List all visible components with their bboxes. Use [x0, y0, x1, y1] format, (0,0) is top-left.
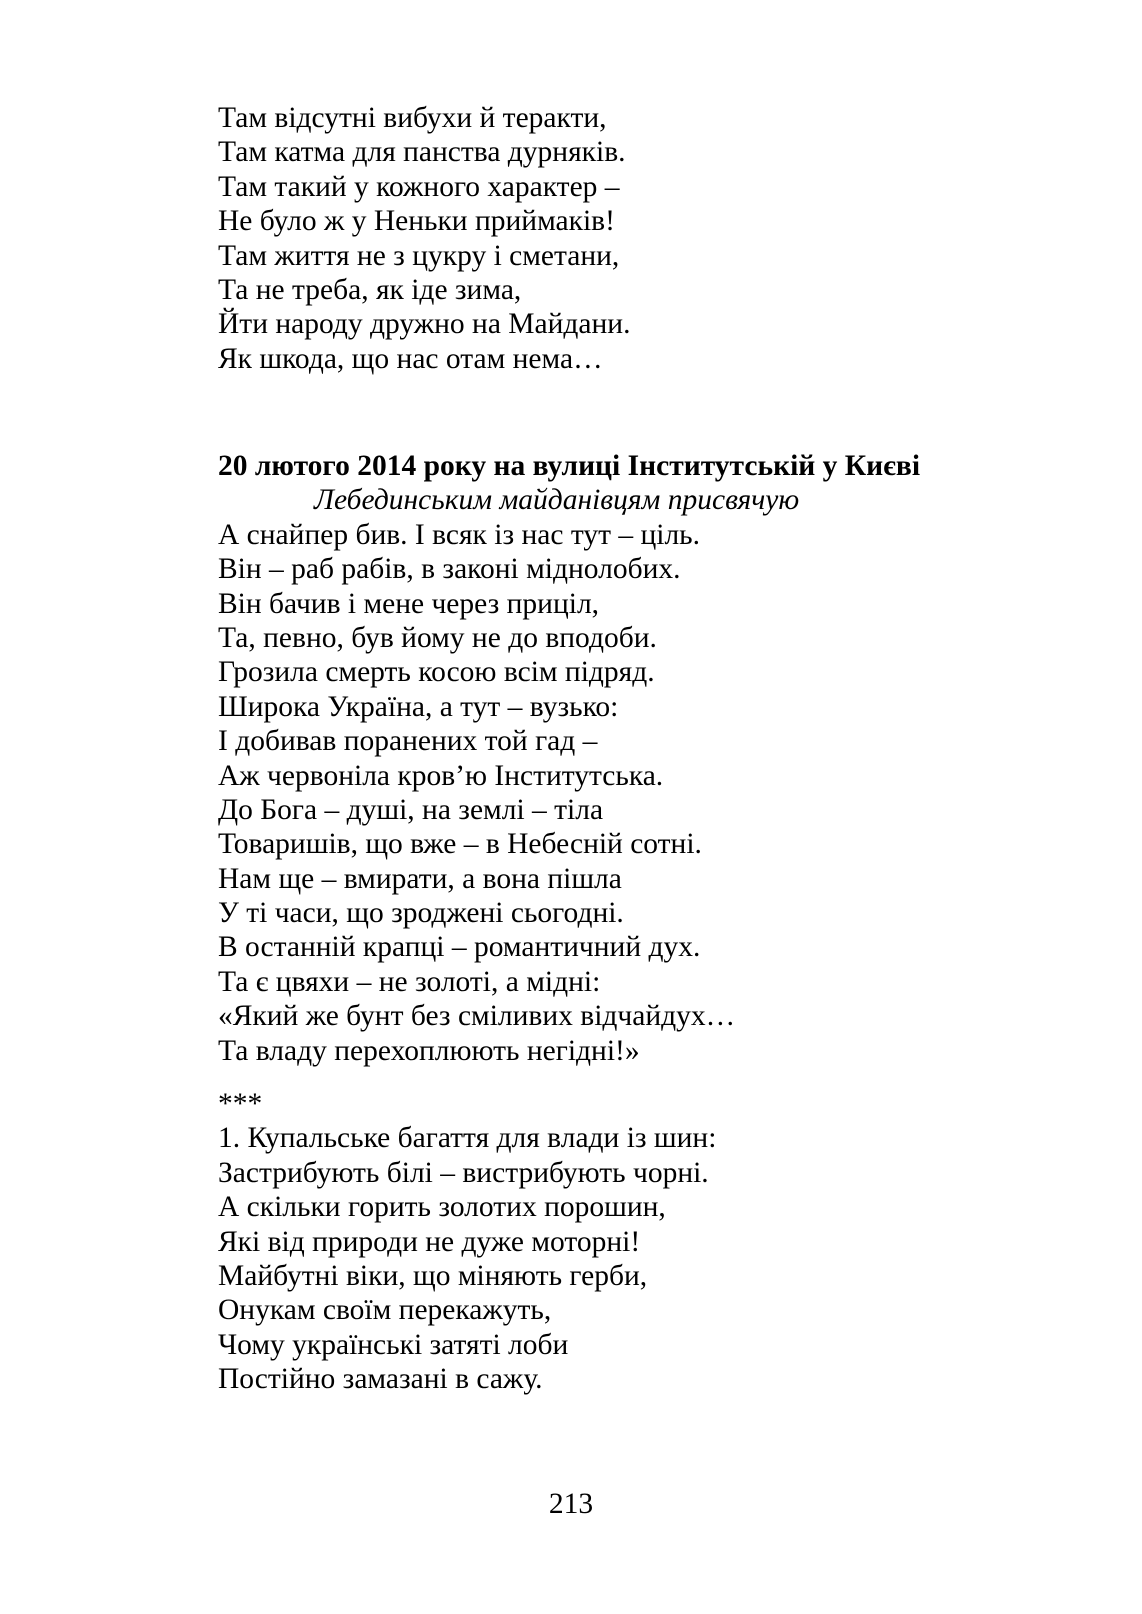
poem-line: До Бога – душі, на землі – тіла — [218, 793, 604, 826]
poem-line: Майбутні віки, що міняють герби, — [218, 1259, 648, 1292]
poem-line: «Який же бунт без сміливих відчайдух… — [218, 1000, 736, 1033]
poem-title: 20 лютого 2014 року на вулиці Інститутській у Києві — [218, 450, 921, 482]
poem-line: Чому українські затяті лоби — [218, 1328, 569, 1361]
poem-line: Та, певно, був йому не до вподоби. — [218, 621, 657, 654]
poem-kupala — [218, 1087, 716, 1397]
poem-line: А скільки горить золотих порошин, — [218, 1191, 666, 1224]
poem-line: Постійно замазані в сажу. — [218, 1363, 543, 1396]
poem-stanza-1 — [218, 101, 630, 376]
poem-line: Там катма для панства дурняків. — [218, 136, 626, 169]
section-separator: *** — [218, 1088, 263, 1120]
poem-line: Нам ще – вмирати, а вона пішла — [218, 862, 622, 895]
poem-line: А снайпер бив. І всяк із нас тут – ціль. — [218, 518, 700, 551]
poem-line: Та є цвяхи – не золоті, а мідні: — [218, 965, 601, 998]
poem-institutska — [218, 449, 920, 1068]
poem-line: Там відсутні вибухи й теракти, — [218, 102, 607, 134]
poem-line: Грозила смерть косою всім підряд. — [218, 656, 655, 689]
poem-line: Широка Україна, а тут – вузько: — [218, 690, 619, 723]
poem-line: В останній крапці – романтичний дух. — [218, 931, 701, 964]
poem-line: Там такий у кожного характер – — [218, 170, 620, 203]
poem-line: Онукам своїм перекажуть, — [218, 1294, 552, 1327]
poem-line: Та владу перехоплюють негідні!» — [218, 1034, 640, 1067]
poem-line: Застрибують білі – вистрибують чорні. — [218, 1156, 709, 1189]
poem-line: Та не треба, як іде зима, — [218, 273, 522, 306]
poem-line: Аж червоніла кров’ю Інститутська. — [218, 759, 664, 792]
poem-line: Йти народу дружно на Майдани. — [218, 308, 631, 341]
poem-line: Він – раб рабів, в законі міднолобих. — [218, 553, 681, 586]
poem-line: У ті часи, що зроджені сьогодні. — [218, 897, 624, 930]
poem-line: Товаришів, що вже – в Небесній сотні. — [218, 828, 702, 861]
poem-line: І добивав поранених той гад – — [218, 725, 598, 758]
page-number: 213 — [548, 1488, 594, 1520]
poem-line: Він бачив і мене через приціл, — [218, 587, 600, 620]
poem-line: 1. Купальське багаття для влади із шин: — [218, 1122, 717, 1155]
poem-line: Не було ж у Неньки приймаків! — [218, 205, 615, 238]
poem-line: Як шкода, що нас отам нема… — [218, 342, 603, 375]
poem-dedication: Лебединським майданівцям присвячую — [314, 484, 800, 517]
poem-line: Там життя не з цукру і сметани, — [218, 239, 620, 272]
poem-line: Які від природи не дуже моторні! — [218, 1225, 641, 1258]
